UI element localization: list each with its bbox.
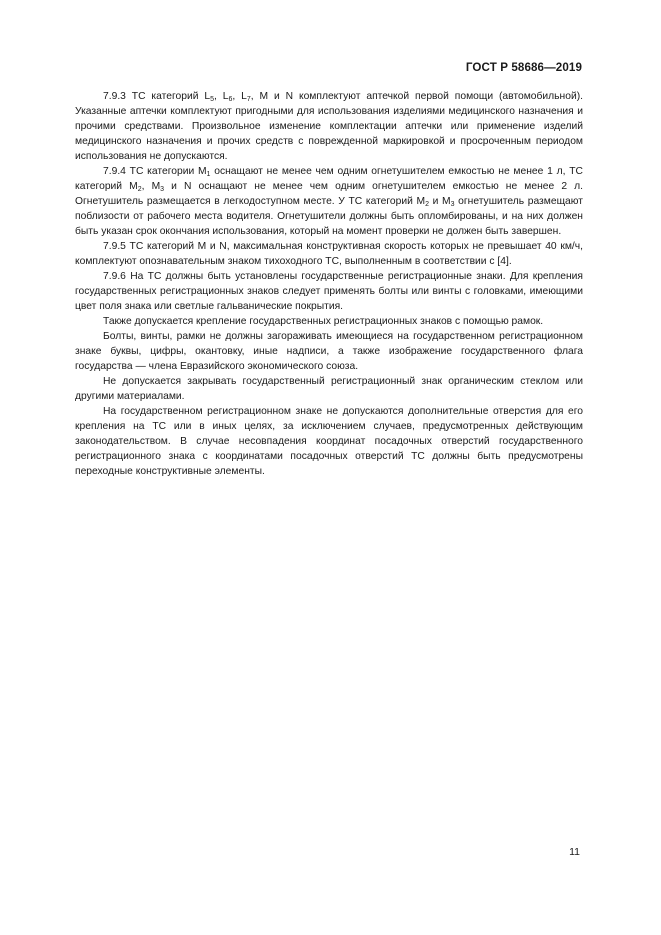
page-number: 11 — [569, 846, 580, 858]
subscript-index: 6 — [228, 96, 233, 103]
paragraph-7-9-3: 7.9.3 ТС категорий $L_5$, $L_6$, $L_7$, М и N комплектуют аптечкой первой помощи (автомобильной). Указанные аптечки комплектуют пригодными для использования изделиями медицинского назначения и прочими средствами. Произвольное изменение комплектации аптечки или применение изделий медицинского назначения и прочих средств с поврежденной маркировкой и просроченным периодом использования не допускаются. — [75, 91, 584, 162]
paragraph-holes: На государственном регистрационном знаке не допускаются дополнительные отверстия для его крепления на ТС или в иных целях, за исключением случаев, предусмотренных действующим законодательством. В случае несовпадения координат посадочных отверстий государственного регистрационного знака с координатами посадочных отверстий ТС должны быть предусмотрены переходные конструктивные элементы. — [75, 406, 583, 477]
subscript-index: 5 — [210, 96, 214, 103]
paragraph-glass: Не допускается закрывать государственный регистрационный знак органическим стеклом или другими материалами. — [75, 376, 583, 402]
document-body — [75, 89, 583, 479]
paragraph-frames: Также допускается крепление государственных регистрационных знаков с помощью рамок. — [103, 316, 544, 327]
subscript-index: 3 — [160, 186, 165, 193]
subscript-index: 3 — [450, 201, 455, 208]
paragraph-7-9-5: 7.9.5 ТС категорий М и N, максимальная конструктивная скорость которых не превышает 40 км/ч, комплектуют опознавательным знаком тихоходного ТС, выполненным в соответствии с [4]. — [75, 241, 583, 267]
standard-header: ГОСТ Р 58686—2019 — [465, 61, 582, 74]
paragraph-bolts: Болты, винты, рамки не должны загораживать имеющиеся на государственном регистрационном знаке буквы, цифры, окантовку, иные надписи, а также изображение государственного флага государства — члена Евразийского экономического союза. — [75, 331, 583, 372]
paragraph-7-9-6: 7.9.6 На ТС должны быть установлены государственные регистрационные знаки. Для крепления государственных регистрационных знаков следует применять болты или винты с головками, имеющими цвет поля знака или светлые гальванические покрытия. — [75, 271, 583, 312]
subscript-index: 7 — [246, 96, 251, 103]
subscript-index: 2 — [137, 186, 142, 193]
paragraph-7-9-4: 7.9.4 ТС категории $М_1$ оснащают не менее чем одним огнетушителем емкостью не менее 1 л, ТС категорий $М_2$, $М_3$ и N оснащают не менее чем одним огнетушителем емкостью не менее 2 л. Огнетушитель размещается в легкодоступном месте. У ТС категорий $М_2$ и $М_3$ огнетушитель размещают поблизости от рабочего места водителя. Огнетушители должны быть опломбированы, и на них должен быть указан срок окончания использования, который на момент проверки не должен быть завершен. — [75, 166, 583, 237]
subscript-index: 1 — [206, 171, 211, 178]
subscript-index: 2 — [425, 201, 430, 208]
